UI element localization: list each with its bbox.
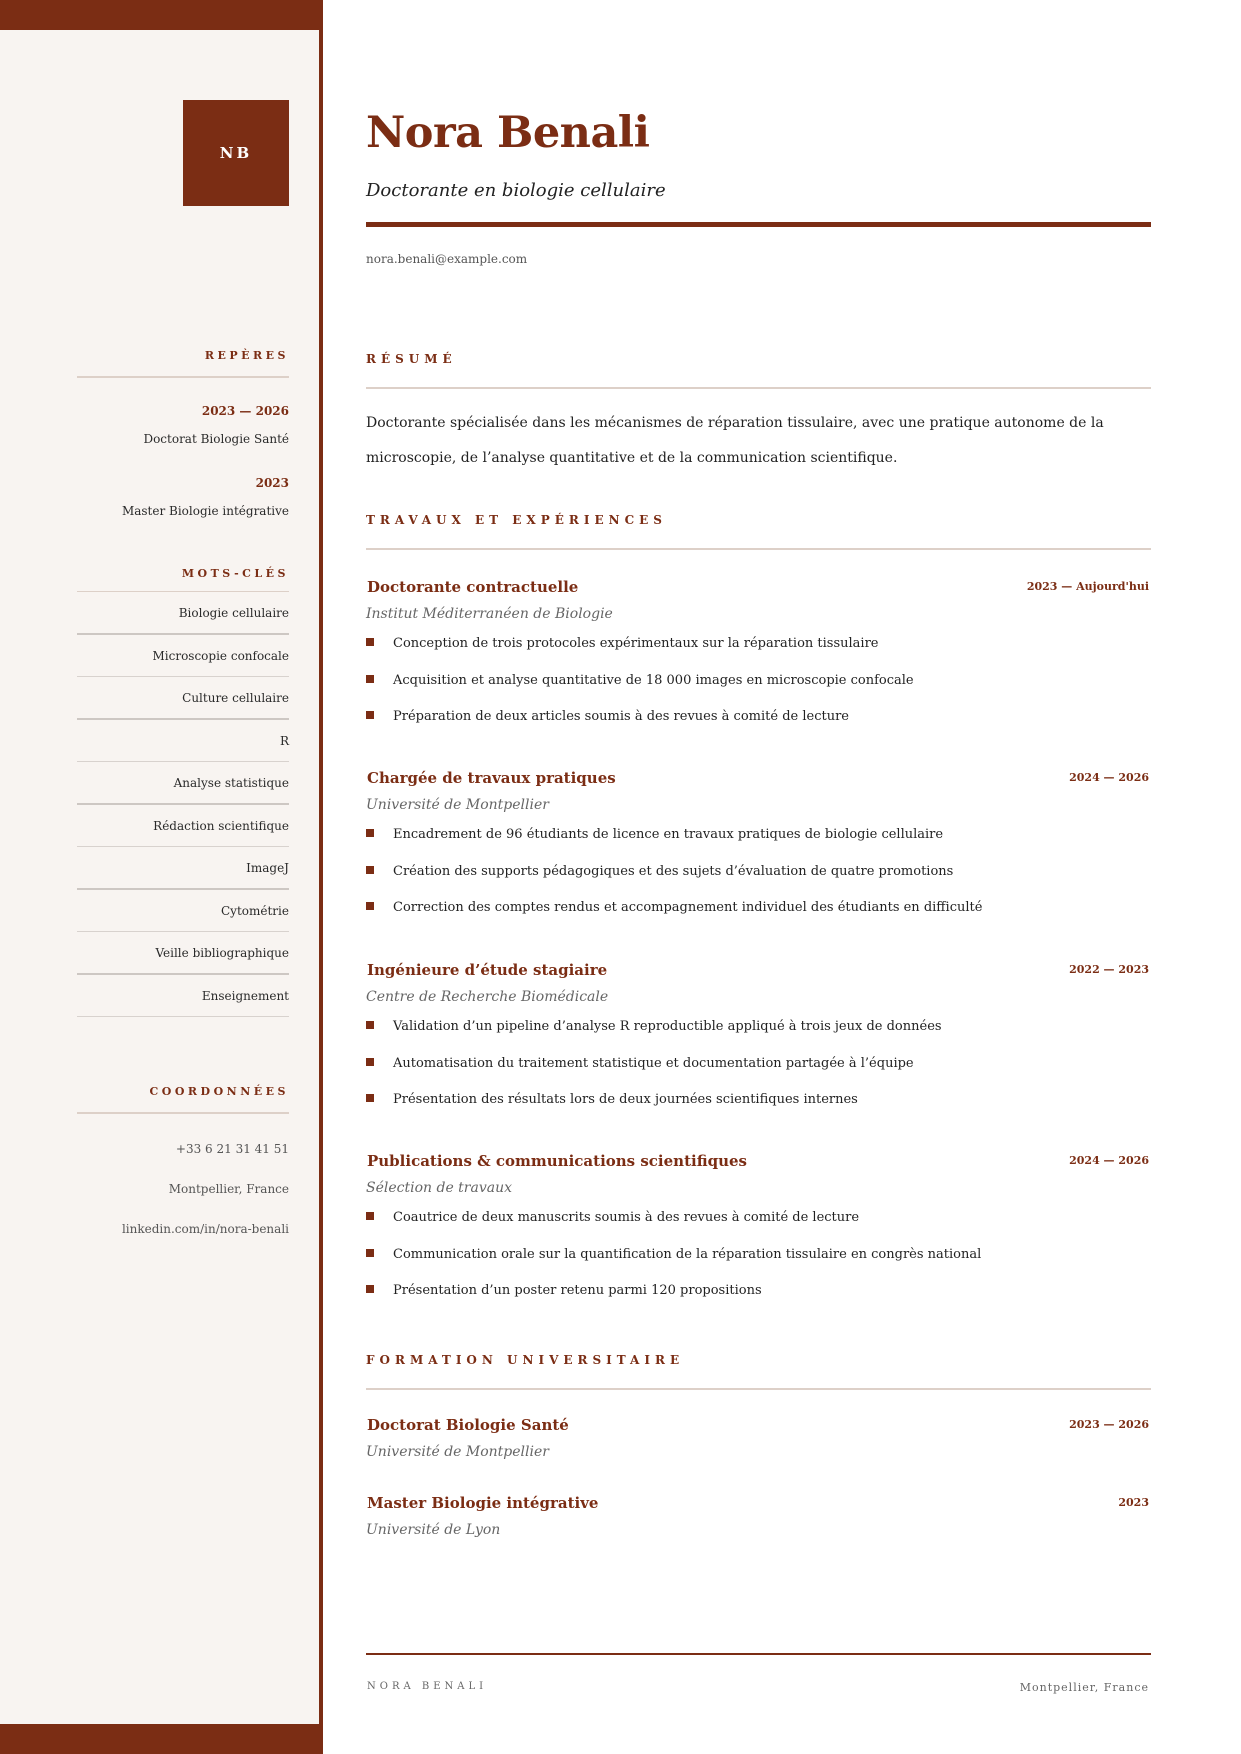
keyword-item: Culture cellulaire — [77, 677, 289, 720]
keyword-item: Microscopie confocale — [77, 635, 289, 678]
keyword-item: Rédaction scientifique — [77, 805, 289, 848]
keyword-item: R — [77, 720, 289, 763]
keywords-title: MOTS-CLÉS — [77, 567, 289, 592]
bullet-item — [366, 862, 1151, 899]
entry-date: 2023 — 2026 — [1069, 1418, 1149, 1431]
contact-title: COORDONNÉES — [77, 1085, 289, 1114]
keyword-item: Veille bibliographique — [77, 932, 289, 975]
keywords-list — [77, 592, 289, 1017]
bullet-square-icon — [366, 1094, 374, 1102]
repere-label: Master Biologie intégrative — [121, 504, 289, 518]
bullet-text: Automatisation du traitement statistique et documentation partagée à l’équipe — [393, 1055, 914, 1071]
bullet-square-icon — [366, 638, 374, 646]
entry-title: Master Biologie intégrative — [367, 1494, 599, 1512]
bullet-item — [366, 825, 1151, 862]
bullet-item — [366, 1245, 1151, 1282]
education-entry — [366, 1416, 1151, 1460]
footer-name: NORA BENALI — [367, 1681, 488, 1692]
bullet-square-icon — [366, 829, 374, 837]
entry-bullets — [366, 1208, 1151, 1318]
bullet-square-icon — [366, 1212, 374, 1220]
sidebar-bottom-bar — [0, 1724, 323, 1754]
entry-title: Publications & communications scientifiques — [367, 1152, 747, 1170]
experience-entry — [366, 769, 1151, 935]
repere-year: 2023 — 2026 — [201, 404, 289, 418]
bullet-square-icon — [366, 675, 374, 683]
bullet-square-icon — [366, 1249, 374, 1257]
bullet-item — [366, 1090, 1151, 1127]
monogram-avatar: NB — [183, 100, 289, 206]
experience-entry — [366, 961, 1151, 1127]
education-title: FORMATION UNIVERSITAIRE — [366, 1353, 1151, 1390]
bullet-text: Validation d’un pipeline d’analyse R reproductible appliqué à trois jeux de données — [393, 1019, 942, 1034]
bullet-item — [366, 898, 1151, 935]
summary-title: RÉSUMÉ — [366, 352, 1151, 389]
bullet-text: Présentation d’un poster retenu parmi 120 propositions — [393, 1283, 762, 1298]
bullet-text: Encadrement de 96 étudiants de licence en travaux pratiques de biologie cellulaire — [393, 827, 944, 842]
bullet-square-icon — [366, 1021, 374, 1029]
bullet-text: Préparation de deux articles soumis à des revues à comité de lecture — [393, 709, 849, 724]
entry-date: 2023 — Aujourd'hui — [1026, 580, 1149, 593]
candidate-name: Nora Benali — [366, 108, 650, 158]
repere-label: Doctorat Biologie Santé — [143, 432, 289, 446]
entry-org: Sélection de travaux — [366, 1180, 513, 1196]
entry-bullets — [366, 634, 1151, 744]
entry-date: 2024 — 2026 — [1069, 771, 1149, 784]
bullet-item — [366, 1208, 1151, 1245]
bullet-text: Communication orale sur la quantification de la réparation tissulaire en congrès national — [393, 1246, 982, 1262]
bullet-square-icon — [366, 902, 374, 910]
bullet-square-icon — [366, 866, 374, 874]
bullet-square-icon — [366, 711, 374, 719]
contact-location: Montpellier, France — [168, 1182, 289, 1196]
keyword-item: Biologie cellulaire — [77, 592, 289, 635]
bullet-text: Coautrice de deux manuscrits soumis à des revues à comité de lecture — [393, 1210, 860, 1225]
footer-rule — [366, 1653, 1151, 1655]
contact-phone: +33 6 21 31 41 51 — [175, 1142, 289, 1156]
reperes-section — [77, 349, 289, 518]
entry-org: Université de Montpellier — [366, 797, 549, 813]
reperes-title: REPÈRES — [77, 349, 289, 378]
keyword-item: ImageJ — [77, 847, 289, 890]
bullet-item — [366, 671, 1151, 708]
bullet-item — [366, 1054, 1151, 1091]
bullet-square-icon — [366, 1058, 374, 1066]
bullet-square-icon — [366, 1285, 374, 1293]
bullet-item — [366, 1281, 1151, 1318]
entry-title: Doctorante contractuelle — [367, 578, 579, 596]
entry-date: 2023 — [1118, 1496, 1149, 1509]
keyword-item: Cytométrie — [77, 890, 289, 933]
sidebar — [0, 0, 323, 1754]
entry-org: Centre de Recherche Biomédicale — [366, 989, 609, 1005]
header-rule — [366, 222, 1151, 227]
candidate-role: Doctorante en biologie cellulaire — [366, 180, 666, 201]
entry-title: Chargée de travaux pratiques — [367, 769, 616, 787]
experience-entry — [366, 578, 1151, 744]
contact-linkedin[interactable]: linkedin.com/in/nora-benali — [121, 1222, 289, 1236]
keyword-item: Enseignement — [77, 975, 289, 1018]
bullet-item — [366, 707, 1151, 744]
entry-date: 2022 — 2023 — [1069, 963, 1149, 976]
bullet-text: Correction des comptes rendus et accompagnement individuel des étudiants en difficulté — [393, 900, 983, 915]
entry-title: Ingénieure d’étude stagiaire — [367, 961, 608, 979]
education-entry — [366, 1494, 1151, 1538]
entry-bullets — [366, 825, 1151, 935]
repere-year: 2023 — [255, 476, 289, 490]
bullet-item — [366, 634, 1151, 671]
bullet-item — [366, 1017, 1151, 1054]
contact-section — [77, 1085, 289, 1236]
bullet-text: Conception de trois protocoles expérimentaux sur la réparation tissulaire — [393, 636, 879, 651]
bullet-text: Acquisition et analyse quantitative de 18 000 images en microscopie confocale — [393, 672, 914, 688]
keyword-item: Analyse statistique — [77, 762, 289, 805]
bullet-text: Création des supports pédagogiques et des sujets d’évaluation de quatre promotions — [393, 863, 954, 879]
entry-bullets — [366, 1017, 1151, 1127]
entry-org: Université de Lyon — [366, 1522, 501, 1538]
entry-date: 2024 — 2026 — [1069, 1154, 1149, 1167]
summary-text: Doctorante spécialisée dans les mécanismes de réparation tissulaire, avec une pratique autonome de la microscopie, de l’analyse quantitative et de la communication scientifique. — [366, 415, 1104, 466]
keywords-section — [77, 567, 289, 1017]
entry-org: Institut Méditerranéen de Biologie — [366, 606, 613, 622]
candidate-email[interactable]: nora.benali@example.com — [366, 252, 528, 266]
experience-entry — [366, 1152, 1151, 1318]
entry-title: Doctorat Biologie Santé — [367, 1416, 569, 1434]
bullet-text: Présentation des résultats lors de deux journées scientifiques internes — [393, 1092, 858, 1107]
entry-org: Université de Montpellier — [366, 1444, 549, 1460]
sidebar-top-bar — [0, 0, 323, 30]
experience-title: TRAVAUX ET EXPÉRIENCES — [366, 513, 1151, 550]
footer-location: Montpellier, France — [1019, 1681, 1149, 1694]
